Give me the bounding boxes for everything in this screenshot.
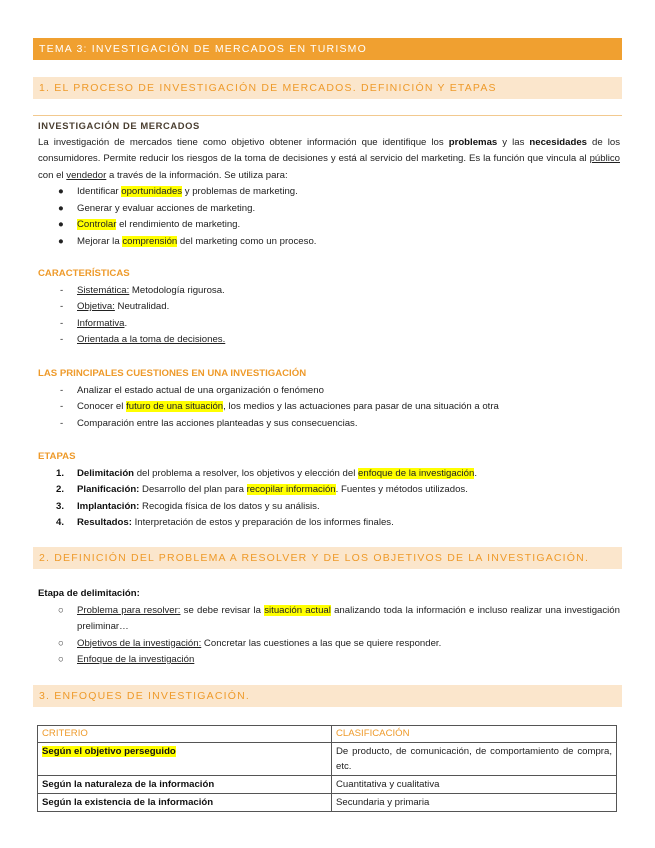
circle-bullet-icon: ○ <box>58 637 64 649</box>
list-item: - Analizar el estado actual de una organización o fenómeno <box>38 383 620 400</box>
section-1-rule <box>33 115 622 116</box>
table-row <box>38 794 617 812</box>
list-item: - Comparación entre las acciones planteadas y sus consecuencias. <box>38 416 620 433</box>
cuestiones-block <box>38 366 620 432</box>
etapas-list <box>38 466 620 532</box>
section-1-body <box>38 118 620 250</box>
table-cell-criterio: Según la existencia de la información <box>38 794 332 812</box>
list-item: - Conocer el futuro de una situación, los medios y las actuaciones para pasar de una situación a otra <box>38 399 620 416</box>
main-title: TEMA 3: INVESTIGACIÓN DE MERCADOS EN TURISMO <box>33 38 622 60</box>
table-cell-clasificacion: Cuantitativa y cualitativa <box>332 776 617 794</box>
circle-bullet-icon: ○ <box>58 654 64 665</box>
list-item: ● Generar y evaluar acciones de marketing. <box>38 201 620 218</box>
list-item: 3. Implantación: Recogida física de los datos y su análisis. <box>56 500 320 512</box>
list-item: ○ Objetivos de la investigación: Concretar las cuestiones a las que se quiere responder. <box>38 636 620 653</box>
dash-icon: - <box>60 301 64 312</box>
list-item: - Orientada a la toma de decisiones. <box>38 332 620 349</box>
bullet-icon: ● <box>58 219 64 230</box>
dash-icon: - <box>60 417 64 429</box>
bullet-icon: ● <box>58 186 64 197</box>
caracteristicas-block <box>38 266 620 349</box>
circle-bullet-icon: ○ <box>58 604 64 616</box>
bullet-icon: ● <box>58 235 64 247</box>
cuestiones-list <box>38 383 620 433</box>
etapas-heading: ETAPAS <box>38 451 76 462</box>
dash-icon: - <box>60 284 64 296</box>
list-item: 2. Planificación: Desarrollo del plan para recopilar información. Fuentes y métodos utilizados. <box>56 484 468 495</box>
uses-list <box>38 184 620 250</box>
table-header-row <box>38 726 617 743</box>
definition-paragraph: La investigación de mercados tiene como objetivo obtener información que identifique los problemas y las necesidades de los consumidores. Permite reducir los riesgos de la toma de decisiones y está al servicio del marketing. Es la función que vincula al público con el vendedor a través de la información. Se utiliza para: <box>38 136 620 181</box>
list-item: ● Mejorar la comprensión del marketing como un proceso. <box>38 234 620 251</box>
dash-icon: - <box>60 384 64 396</box>
list-item: - Objetiva: Neutralidad. <box>38 299 620 316</box>
list-item: 1. Delimitación del problema a resolver, los objetivos y elección del enfoque de la investigación. <box>56 467 477 479</box>
enfoques-table <box>37 725 617 812</box>
list-item: ● Identificar oportunidades y problemas de marketing. <box>38 184 620 201</box>
list-item: ○ Problema para resolver: se debe revisar la situación actual analizando toda la información e incluso realizar una investigación preliminar… <box>58 604 620 632</box>
dash-icon: - <box>60 334 64 345</box>
section-3-title: 3. ENFOQUES DE INVESTIGACIÓN. <box>33 685 622 707</box>
dash-icon: - <box>60 401 64 412</box>
table-header-clasificacion: CLASIFICACIÓN <box>332 726 617 743</box>
table-row <box>38 743 617 776</box>
etapa-delimitacion-label: Etapa de delimitación: <box>38 588 140 599</box>
list-item: - Sistemática: Metodología rigurosa. <box>38 283 620 300</box>
cuestiones-heading: LAS PRINCIPALES CUESTIONES EN UNA INVESTIGACIÓN <box>38 368 307 379</box>
caracteristicas-heading: CARACTERÍSTICAS <box>38 268 130 279</box>
section-1-title: 1. EL PROCESO DE INVESTIGACIÓN DE MERCADOS. DEFINICIÓN Y ETAPAS <box>33 77 622 99</box>
table-cell-clasificacion: Secundaria y primaria <box>332 794 617 812</box>
list-item: ○ Enfoque de la investigación <box>38 652 620 669</box>
table-header-criterio: CRITERIO <box>38 726 332 743</box>
table-row <box>38 776 617 794</box>
list-item: 4. Resultados: Interpretación de estos y preparación de los informes finales. <box>56 517 394 528</box>
dash-icon: - <box>60 317 64 329</box>
list-item: - Informativa. <box>38 316 620 333</box>
investigacion-heading: INVESTIGACIÓN DE MERCADOS <box>38 120 200 131</box>
delimitacion-list <box>38 603 620 669</box>
section-2-title: 2. DEFINICIÓN DEL PROBLEMA A RESOLVER Y DE LOS OBJETIVOS DE LA INVESTIGACIÓN. <box>33 547 622 569</box>
list-item: ● Controlar el rendimiento de marketing. <box>38 217 620 234</box>
table-cell-criterio: Según el objetivo perseguido <box>38 743 332 776</box>
etapas-block <box>38 449 620 532</box>
section-2-body <box>38 586 620 669</box>
caracteristicas-list <box>38 283 620 349</box>
bullet-icon: ● <box>58 202 64 214</box>
table-cell-criterio: Según la naturaleza de la información <box>38 776 332 794</box>
table-cell-clasificacion: De producto, de comunicación, de comportamiento de compra, etc. <box>332 743 617 776</box>
